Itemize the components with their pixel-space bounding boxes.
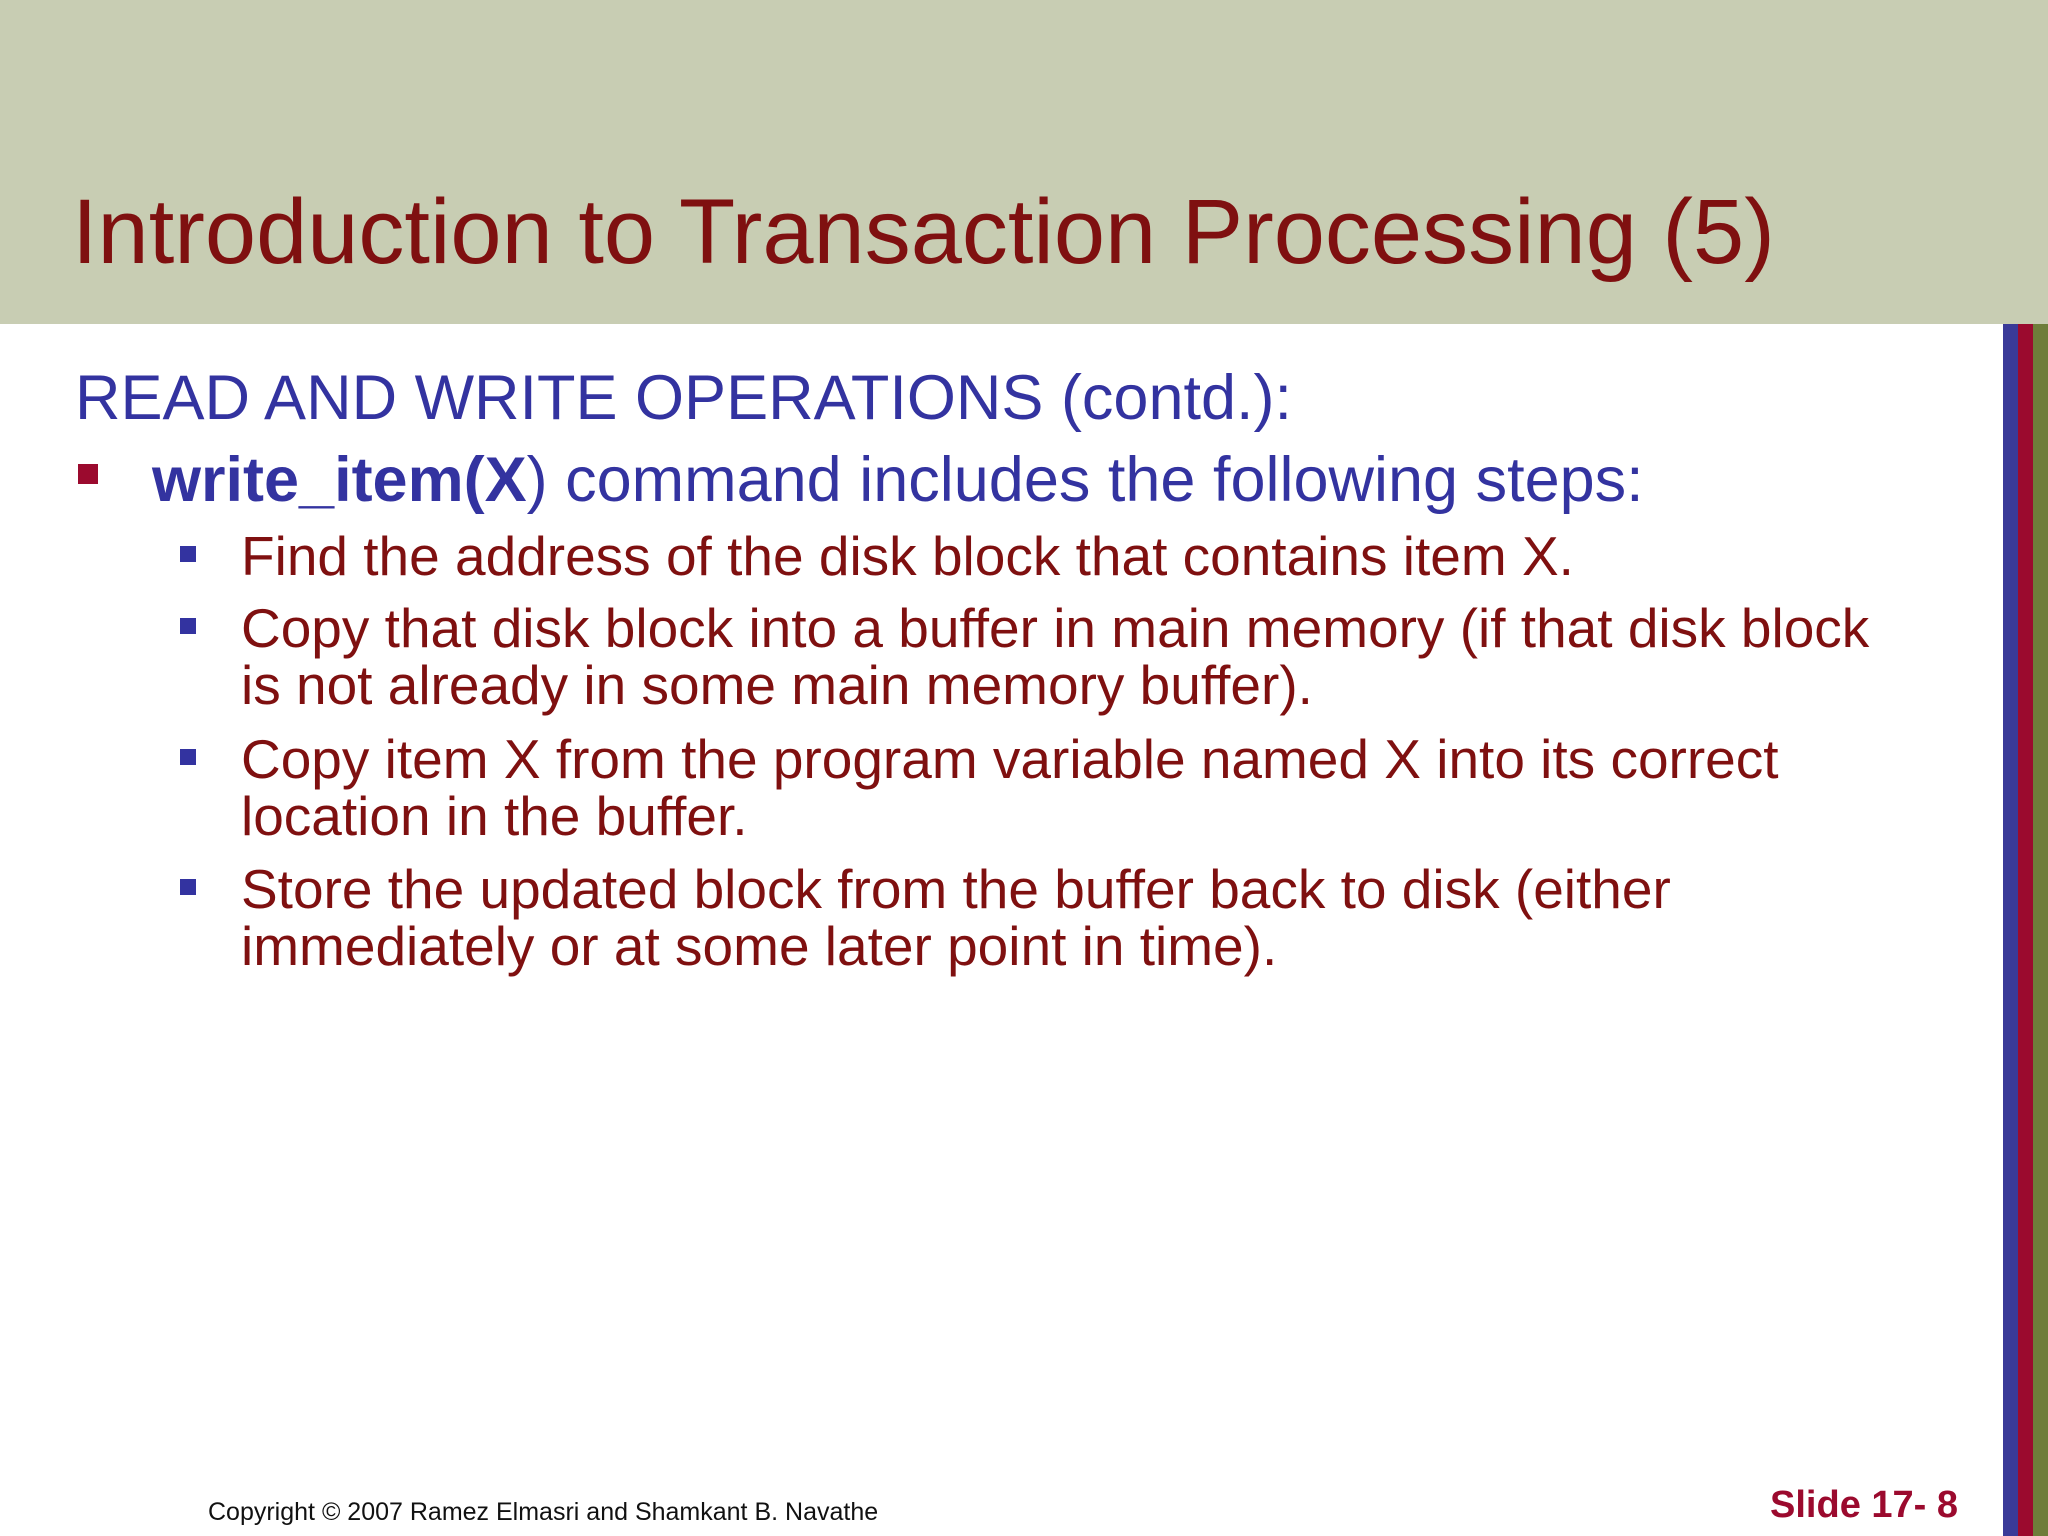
square-bullet-icon	[180, 546, 196, 562]
square-bullet-icon	[180, 618, 196, 634]
square-bullet-icon	[180, 879, 196, 895]
stripe-green	[2033, 324, 2048, 1536]
decorative-stripes	[2003, 324, 2048, 1536]
bullet-text	[152, 444, 1644, 516]
step-text: Copy that disk block into a buffer in main memory (if that disk block is not already in some main memory buffer).	[241, 597, 1870, 716]
section-heading: READ AND WRITE OPERATIONS (contd.):	[75, 363, 1293, 433]
step-text: Find the address of the disk block that contains item X.	[241, 525, 1574, 587]
slide-number: Slide 17- 8	[1770, 1484, 1958, 1526]
square-bullet-icon	[180, 749, 196, 765]
copyright-notice: Copyright © 2007 Ramez Elmasri and Shamkant B. Navathe	[208, 1498, 879, 1526]
step-text: Store the updated block from the buffer back to disk (either immediately or at some later point in time).	[241, 858, 1671, 977]
stripe-blue	[2003, 324, 2018, 1536]
stripe-red	[2018, 324, 2033, 1536]
slide-title: Introduction to Transaction Processing (5)	[72, 181, 1775, 283]
title-band	[0, 0, 2048, 324]
command-name: write_item(X	[152, 445, 527, 515]
bullet-rest: ) command includes the following steps:	[526, 445, 1644, 515]
step-text: Copy item X from the program variable named X into its correct location in the buffer.	[241, 728, 1779, 847]
square-bullet-icon	[78, 464, 98, 484]
